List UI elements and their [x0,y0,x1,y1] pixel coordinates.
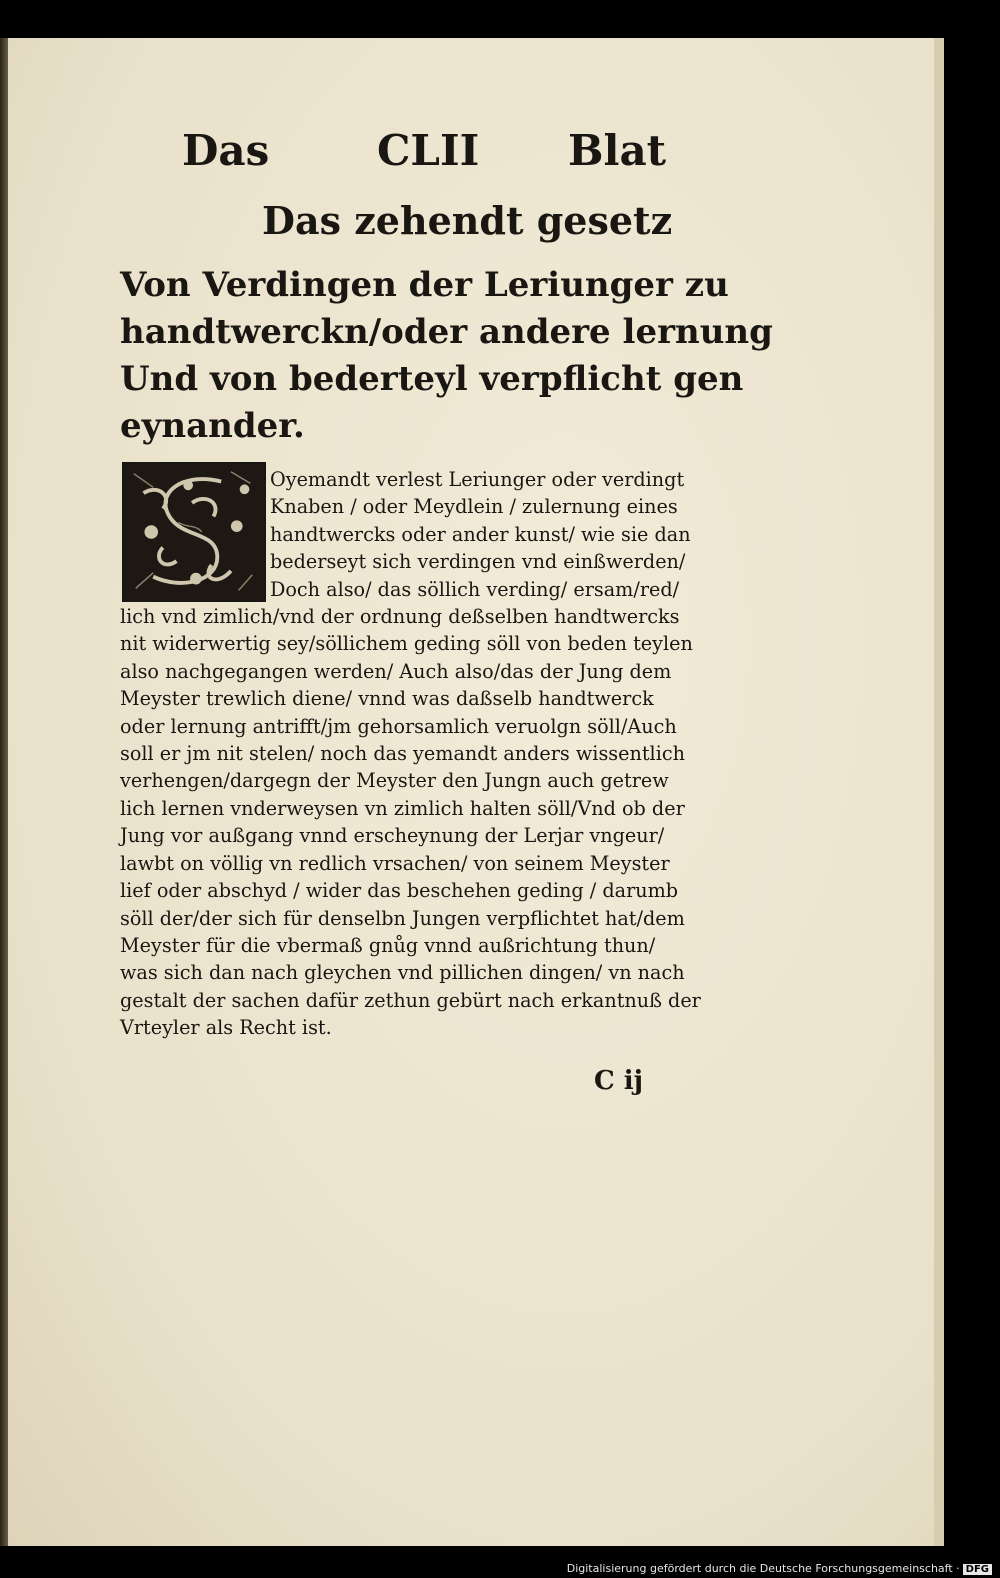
folio-number: CLII [377,126,480,175]
body-line: lich vnd zimlich/vnd der ordnung deßselben handtwercks [120,605,680,629]
digitization-credit [567,1562,992,1575]
body-line: lich lernen vnderweysen vn zimlich halten söll/Vnd ob der [120,796,685,820]
body-line: lief oder abschyd / wider das beschehen geding / darumb [120,879,679,903]
body-line: nit widerwertig sey/söllichem geding söll von beden teylen [120,632,693,656]
title-line: Und von bederteyl verpflicht gen [120,359,744,399]
running-head-left: Das [182,126,270,175]
running-head-right: Blat [568,126,667,175]
body-line: oder lernung antrifft/jm gehorsamlich veruolgn söll/Auch [120,714,677,738]
body-line: verhengen/dargegn der Meyster den Jungn auch getrew [120,769,669,793]
title-line: eynander. [120,406,305,446]
body-line: Meyster für die vbermaß gnůg vnnd außrichtung thun/ [120,933,656,957]
body-line: soll er jm nit stelen/ noch das yemandt anders wissentlich [120,742,685,766]
law-body-text [120,466,710,1042]
body-line: söll der/der sich für denselbn Jungen verpflichtet hat/dem [120,906,685,930]
body-line: Doch also/ das söllich verding/ ersam/red/ [270,577,680,601]
title-line: Von Verdingen der Leriunger zu [120,265,729,305]
section-heading: Das zehendt gesetz [262,198,673,243]
body-line: Meyster trewlich diene/ vnnd was daßselb handtwerck [120,687,654,711]
running-head [172,126,667,186]
law-title [120,262,773,450]
body-line: handtwercks oder ander kunst/ wie sie dan [270,522,691,546]
body-line: Vrteyler als Recht ist. [120,1016,332,1040]
dfg-logo: DFG [963,1564,992,1575]
credit-text: Digitalisierung gefördert durch die Deutsche Forschungsgemeinschaft · [566,1562,960,1575]
body-line: Oyemandt verlest Leriunger oder verdingt [270,468,685,491]
signature-mark: C ij [594,1066,644,1096]
body-line: also nachgegangen werden/ Auch also/das der Jung dem [120,659,672,683]
body-line: Knaben / oder Meydlein / zulernung eines [270,495,678,519]
body-line: bederseyt sich verdingen vnd einßwerden/ [270,550,686,574]
title-line: handtwerckn/oder andere lernung [120,312,773,352]
body-line: Jung vor außgang vnnd erscheynung der Lerjar vngeur/ [120,824,665,848]
body-line: gestalt der sachen dafür zethun gebürt nach erkantnuß der [120,988,701,1012]
body-line: lawbt on völlig vn redlich vrsachen/ von seinem Meyster [120,851,670,875]
body-line: was sich dan nach gleychen vnd pillichen dingen/ vn nach [120,961,685,985]
